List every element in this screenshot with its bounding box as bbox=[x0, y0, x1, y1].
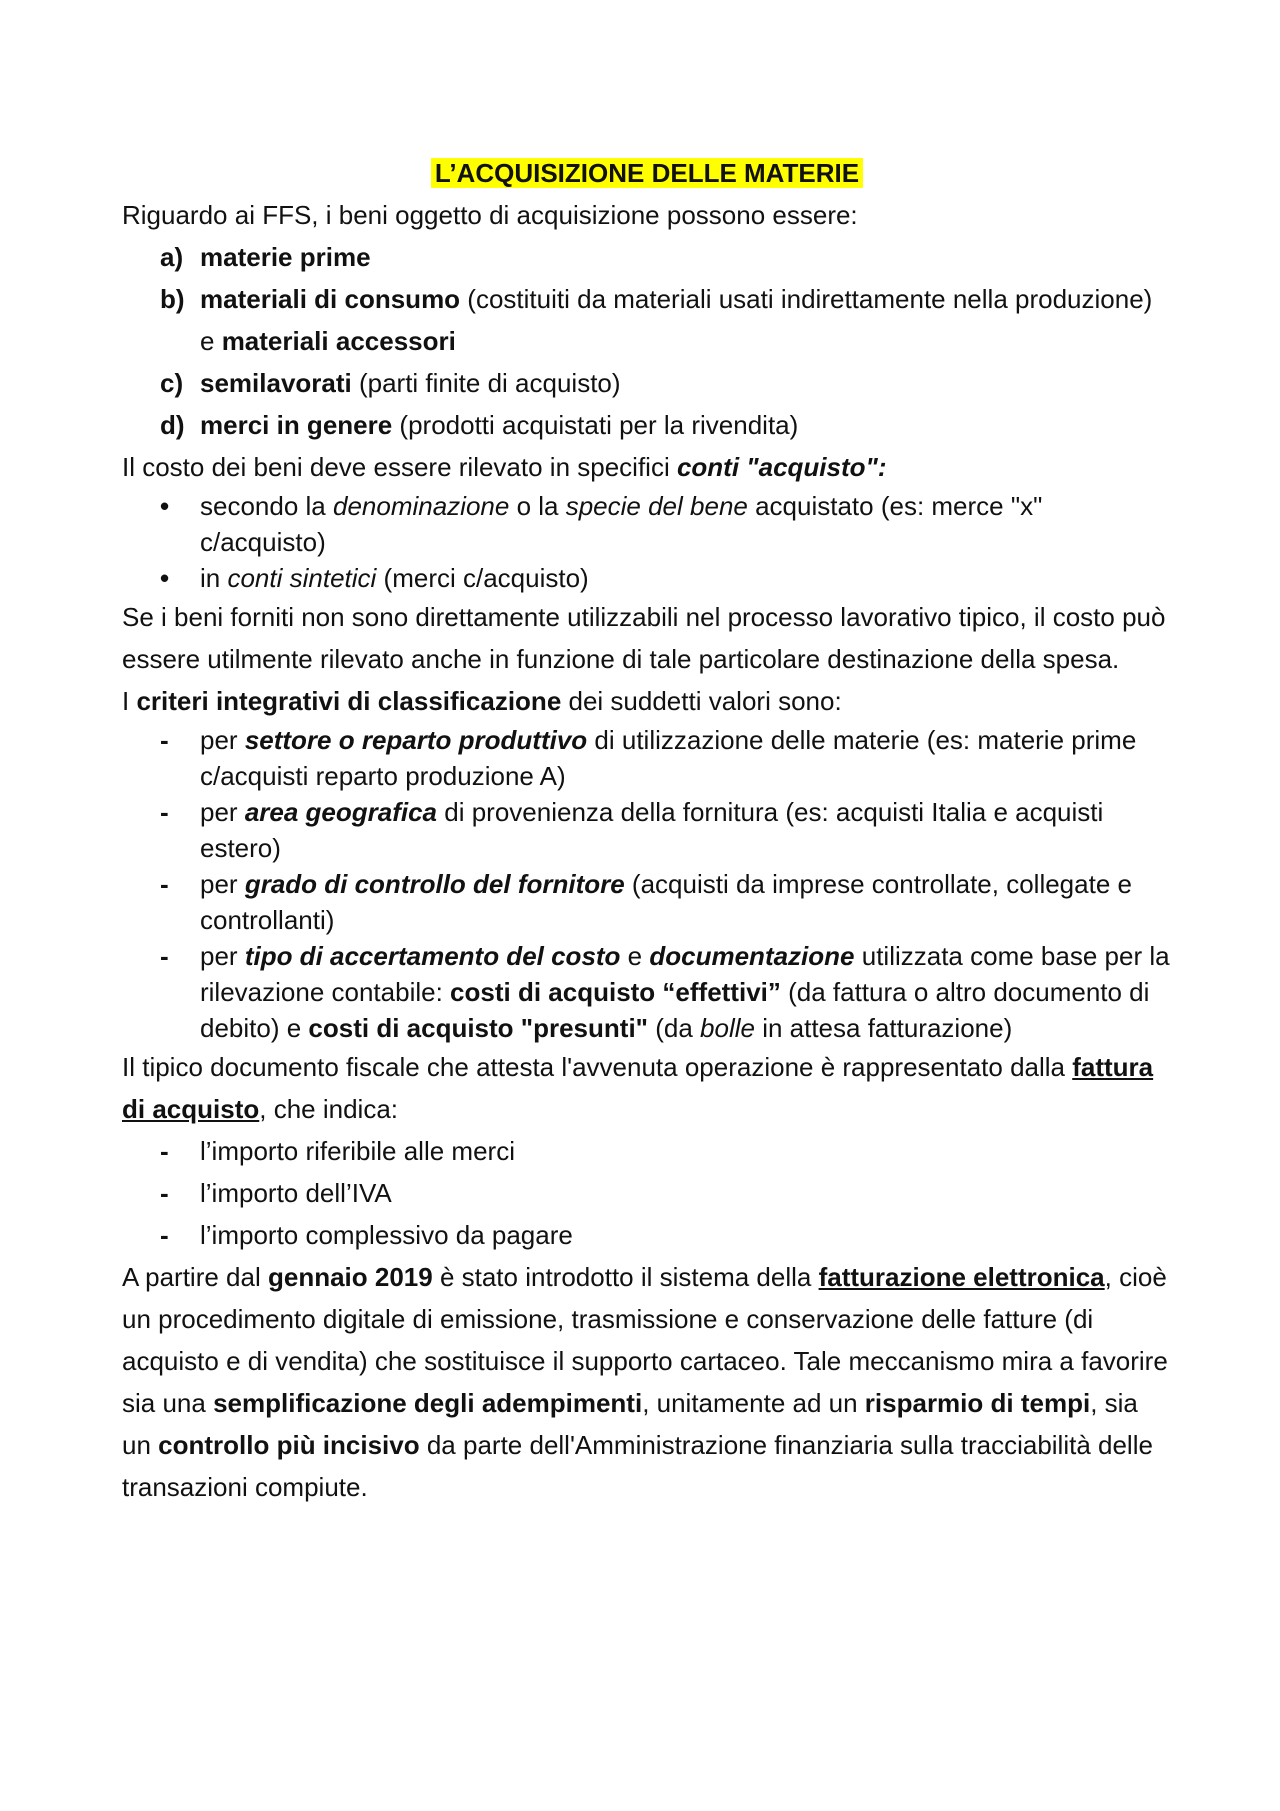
item-text: (merci c/acquisto) bbox=[376, 563, 589, 593]
item-text: acquistato (es: merce "x" c/acquisto) bbox=[200, 491, 1043, 557]
paragraph-bold-underline: fattura di acquisto bbox=[122, 1052, 1154, 1124]
invoice-list bbox=[122, 1130, 1172, 1256]
accounts-paragraph bbox=[122, 446, 1172, 488]
list-item bbox=[122, 278, 1172, 362]
item-term: semilavorati bbox=[200, 368, 352, 398]
item-text: (da fattura o altro documento di debito) e bbox=[200, 977, 1150, 1043]
list-item bbox=[122, 404, 1172, 446]
item-term-2: materiali accessori bbox=[221, 326, 456, 356]
bullet-marker: • bbox=[160, 563, 170, 593]
list-item bbox=[122, 938, 1172, 1046]
paragraph-text: è stato introdotto il sistema della bbox=[432, 1262, 819, 1292]
item-text: (acquisti da imprese controllate, collegate e controllanti) bbox=[200, 869, 1132, 935]
list-item bbox=[122, 1130, 1172, 1172]
page-title: L’ACQUISIZIONE DELLE MATERIE bbox=[431, 158, 863, 188]
list-item bbox=[122, 866, 1172, 938]
paragraph-bold: risparmio di tempi bbox=[864, 1388, 1091, 1418]
item-text: l’importo dell’IVA bbox=[200, 1178, 392, 1208]
list-item bbox=[122, 488, 1172, 560]
item-text: o la bbox=[509, 491, 566, 521]
item-bold-italic: documentazione bbox=[649, 941, 855, 971]
list-item bbox=[122, 1214, 1172, 1256]
item-text: (prodotti acquistati per la rivendita) bbox=[392, 410, 799, 440]
document-body bbox=[122, 152, 1172, 1508]
destination-paragraph: Se i beni forniti non sono direttamente utilizzabili nel processo lavorativo tipico, il costo può essere utilmente rilevato anche in funzione di tale particolare destinazione della spesa. bbox=[122, 602, 1166, 674]
item-text: in attesa fatturazione) bbox=[754, 1013, 1013, 1043]
list-item bbox=[122, 236, 1172, 278]
paragraph-text: da parte dell'Amministrazione finanziaria sulla tracciabilità delle transazioni compiute. bbox=[122, 1430, 1153, 1502]
item-bold-italic: tipo di accertamento del costo bbox=[244, 941, 621, 971]
item-italic: bolle bbox=[700, 1013, 755, 1043]
item-text: di utilizzazione delle materie (es: materie prime c/acquisti reparto produzione A) bbox=[200, 725, 1137, 791]
list-item bbox=[122, 1172, 1172, 1214]
item-text: per bbox=[200, 941, 245, 971]
goods-list bbox=[122, 236, 1172, 446]
item-bold: costi di acquisto “effettivi” bbox=[450, 977, 781, 1007]
paragraph-text: , che indica: bbox=[259, 1094, 398, 1124]
paragraph-bold: gennaio 2019 bbox=[267, 1262, 433, 1292]
paragraph-bold: criteri integrativi di classificazione bbox=[136, 686, 562, 716]
invoice-paragraph bbox=[122, 1046, 1172, 1130]
paragraph-text: Il costo dei beni deve essere rilevato in specifici bbox=[122, 452, 677, 482]
item-text: (parti finite di acquisto) bbox=[351, 368, 621, 398]
criteria-paragraph bbox=[122, 680, 1172, 722]
item-text: (da bbox=[648, 1013, 701, 1043]
e-invoicing-paragraph bbox=[122, 1256, 1172, 1508]
item-bold-italic: grado di controllo del fornitore bbox=[244, 869, 625, 899]
list-item bbox=[122, 560, 1172, 596]
criteria-list bbox=[122, 722, 1172, 1046]
paragraph-text: A partire dal bbox=[122, 1262, 268, 1292]
item-bold: costi di acquisto "presunti" bbox=[308, 1013, 648, 1043]
paragraph-text: , sia un bbox=[122, 1388, 1138, 1460]
item-text: in bbox=[200, 563, 228, 593]
intro-paragraph: Riguardo ai FFS, i beni oggetto di acquisizione possono essere: bbox=[122, 200, 858, 230]
paragraph-text: , cioè un procedimento digitale di emissione, trasmissione e conservazione delle fatture (di acquisto e di vendita) che sostituisce il supporto cartaceo. Tale meccanismo mira a favorire sia una bbox=[122, 1262, 1168, 1418]
paragraph-text: I bbox=[122, 686, 137, 716]
item-italic: conti sintetici bbox=[227, 563, 377, 593]
item-text: di provenienza della fornitura (es: acquisti Italia e acquisti estero) bbox=[200, 797, 1104, 863]
item-text: per bbox=[200, 725, 245, 755]
dash-marker: - bbox=[160, 725, 169, 755]
list-marker: d) bbox=[160, 410, 185, 440]
item-text: l’importo complessivo da pagare bbox=[200, 1220, 573, 1250]
dash-marker: - bbox=[160, 1178, 169, 1208]
item-term: materie prime bbox=[200, 242, 371, 272]
dash-marker: - bbox=[160, 941, 169, 971]
dash-marker: - bbox=[160, 1220, 169, 1250]
list-item bbox=[122, 722, 1172, 794]
paragraph-text: dei suddetti valori sono: bbox=[561, 686, 842, 716]
list-item bbox=[122, 794, 1172, 866]
bullet-list bbox=[122, 488, 1172, 596]
paragraph-emphasis: conti "acquisto": bbox=[676, 452, 887, 482]
title-line bbox=[122, 152, 1172, 194]
paragraph-bold: controllo più incisivo bbox=[158, 1430, 420, 1460]
item-italic: denominazione bbox=[332, 491, 510, 521]
paragraph-bold: semplificazione degli adempimenti bbox=[213, 1388, 643, 1418]
list-marker: c) bbox=[160, 368, 184, 398]
paragraph-bold-underline: fatturazione elettronica bbox=[818, 1262, 1105, 1292]
dash-marker: - bbox=[160, 797, 169, 827]
item-text: (costituiti da materiali usati indirettamente nella produzione) e bbox=[200, 284, 1153, 356]
item-text: per bbox=[200, 797, 245, 827]
dash-marker: - bbox=[160, 1136, 169, 1166]
list-item bbox=[122, 362, 1172, 404]
item-italic: specie del bene bbox=[565, 491, 748, 521]
list-marker: a) bbox=[160, 242, 184, 272]
item-term: merci in genere bbox=[200, 410, 393, 440]
item-term: materiali di consumo bbox=[200, 284, 461, 314]
item-text: utilizzata come base per la rilevazione contabile: bbox=[200, 941, 1170, 1007]
dash-marker: - bbox=[160, 869, 169, 899]
item-text: per bbox=[200, 869, 245, 899]
paragraph-text: , unitamente ad un bbox=[642, 1388, 865, 1418]
paragraph-text: Il tipico documento fiscale che attesta l'avvenuta operazione è rappresentato dalla bbox=[122, 1052, 1073, 1082]
item-bold-italic: settore o reparto produttivo bbox=[244, 725, 588, 755]
list-marker: b) bbox=[160, 284, 185, 314]
item-bold-italic: area geografica bbox=[244, 797, 438, 827]
item-text: l’importo riferibile alle merci bbox=[200, 1136, 515, 1166]
item-text: secondo la bbox=[200, 491, 333, 521]
bullet-marker: • bbox=[160, 491, 170, 521]
item-text: e bbox=[620, 941, 650, 971]
